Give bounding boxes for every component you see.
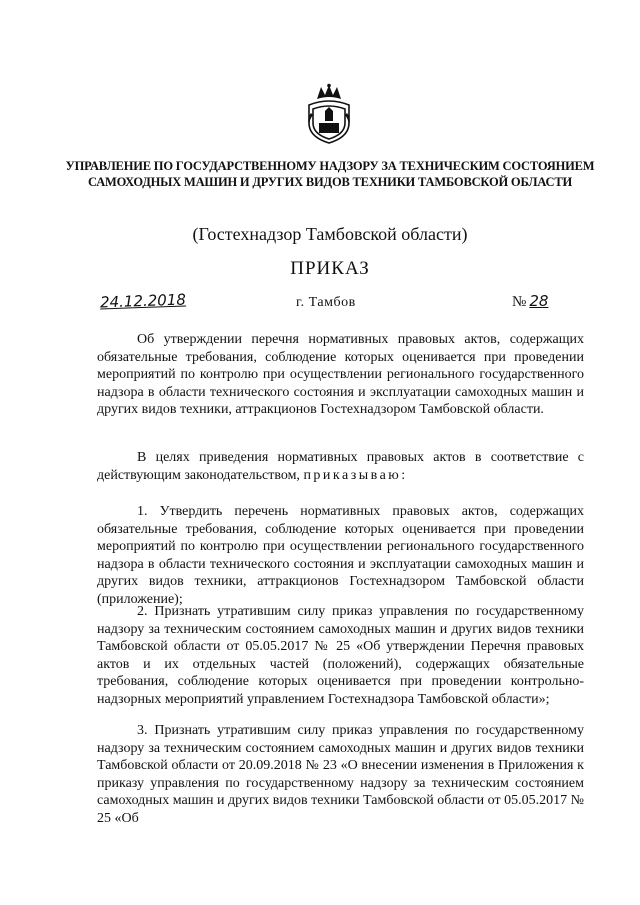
preamble-text: В целях приведения нормативных правовых актов в соответствие с действующим законодательством, <box>97 450 584 483</box>
document-type: ПРИКАЗ <box>290 258 370 279</box>
order-number-label: № <box>512 294 527 310</box>
order-date: 24.12.2018 <box>99 290 187 312</box>
preamble-paragraph <box>97 449 584 484</box>
order-item-1: 1. Утвердить перечень нормативных правовых актов, содержащих обязательные требования, соблюдение которых оценивается при проведении мероприятий по контролю при осуществлении регионального государственного надзора в области технического состояния и эксплуатации самоходных машин и других видов техники, аттракционов Гостехнадзором Тамбовской области (приложение); <box>97 504 584 607</box>
tambov-coat-of-arms-icon <box>303 83 355 145</box>
order-keyword: приказываю: <box>303 467 408 483</box>
order-item-2: 2. Признать утратившим силу приказ управления по государственному надзору за техническим состоянием самоходных машин и других видов техники Тамбовской области от 05.05.2017 № 25 «Об утверждении Перечня правовых актов и их отдельных частей (положений), содержащих обязательные требования, соблюдение которых оценивается при проведении контрольно-надзорных мероприятий управлением Гостехнадзора Тамбовской области»; <box>97 604 584 707</box>
order-city: г. Тамбов <box>296 295 356 310</box>
order-title-paragraph: Об утверждении перечня нормативных правовых актов, содержащих обязательные требования, соблюдение которых оценивается при проведении мероприятий по контролю при осуществлении регионального государственного надзора в области технического состояния и эксплуатации самоходных машин и других видов техники, аттракционов Гостехнадзором Тамбовской области. <box>97 332 584 417</box>
order-item-3: 3. Признать утратившим силу приказ управления по государственному надзору за техническим состоянием самоходных машин и других видов техники Тамбовской области от 20.09.2018 № 23 «О внесении изменения в Приложения к приказу управления по государственному надзору за техническим состоянием самоходных машин и других видов техники Тамбовской области от 05.05.2017 № 25 «Об <box>97 723 584 826</box>
order-number-value: 28 <box>529 292 549 310</box>
order-number <box>512 292 548 311</box>
organization-short-name: (Гостехнадзор Тамбовской области) <box>192 224 468 244</box>
organization-name: УПРАВЛЕНИЕ ПО ГОСУДАРСТВЕННОМУ НАДЗОРУ ЗА ТЕХНИЧЕСКИМ СОСТОЯНИЕМ САМОХОДНЫХ МАШИН И ДРУГИХ ВИДОВ ТЕХНИКИ ТАМБОВСКОЙ ОБЛАСТИ <box>65 159 595 189</box>
